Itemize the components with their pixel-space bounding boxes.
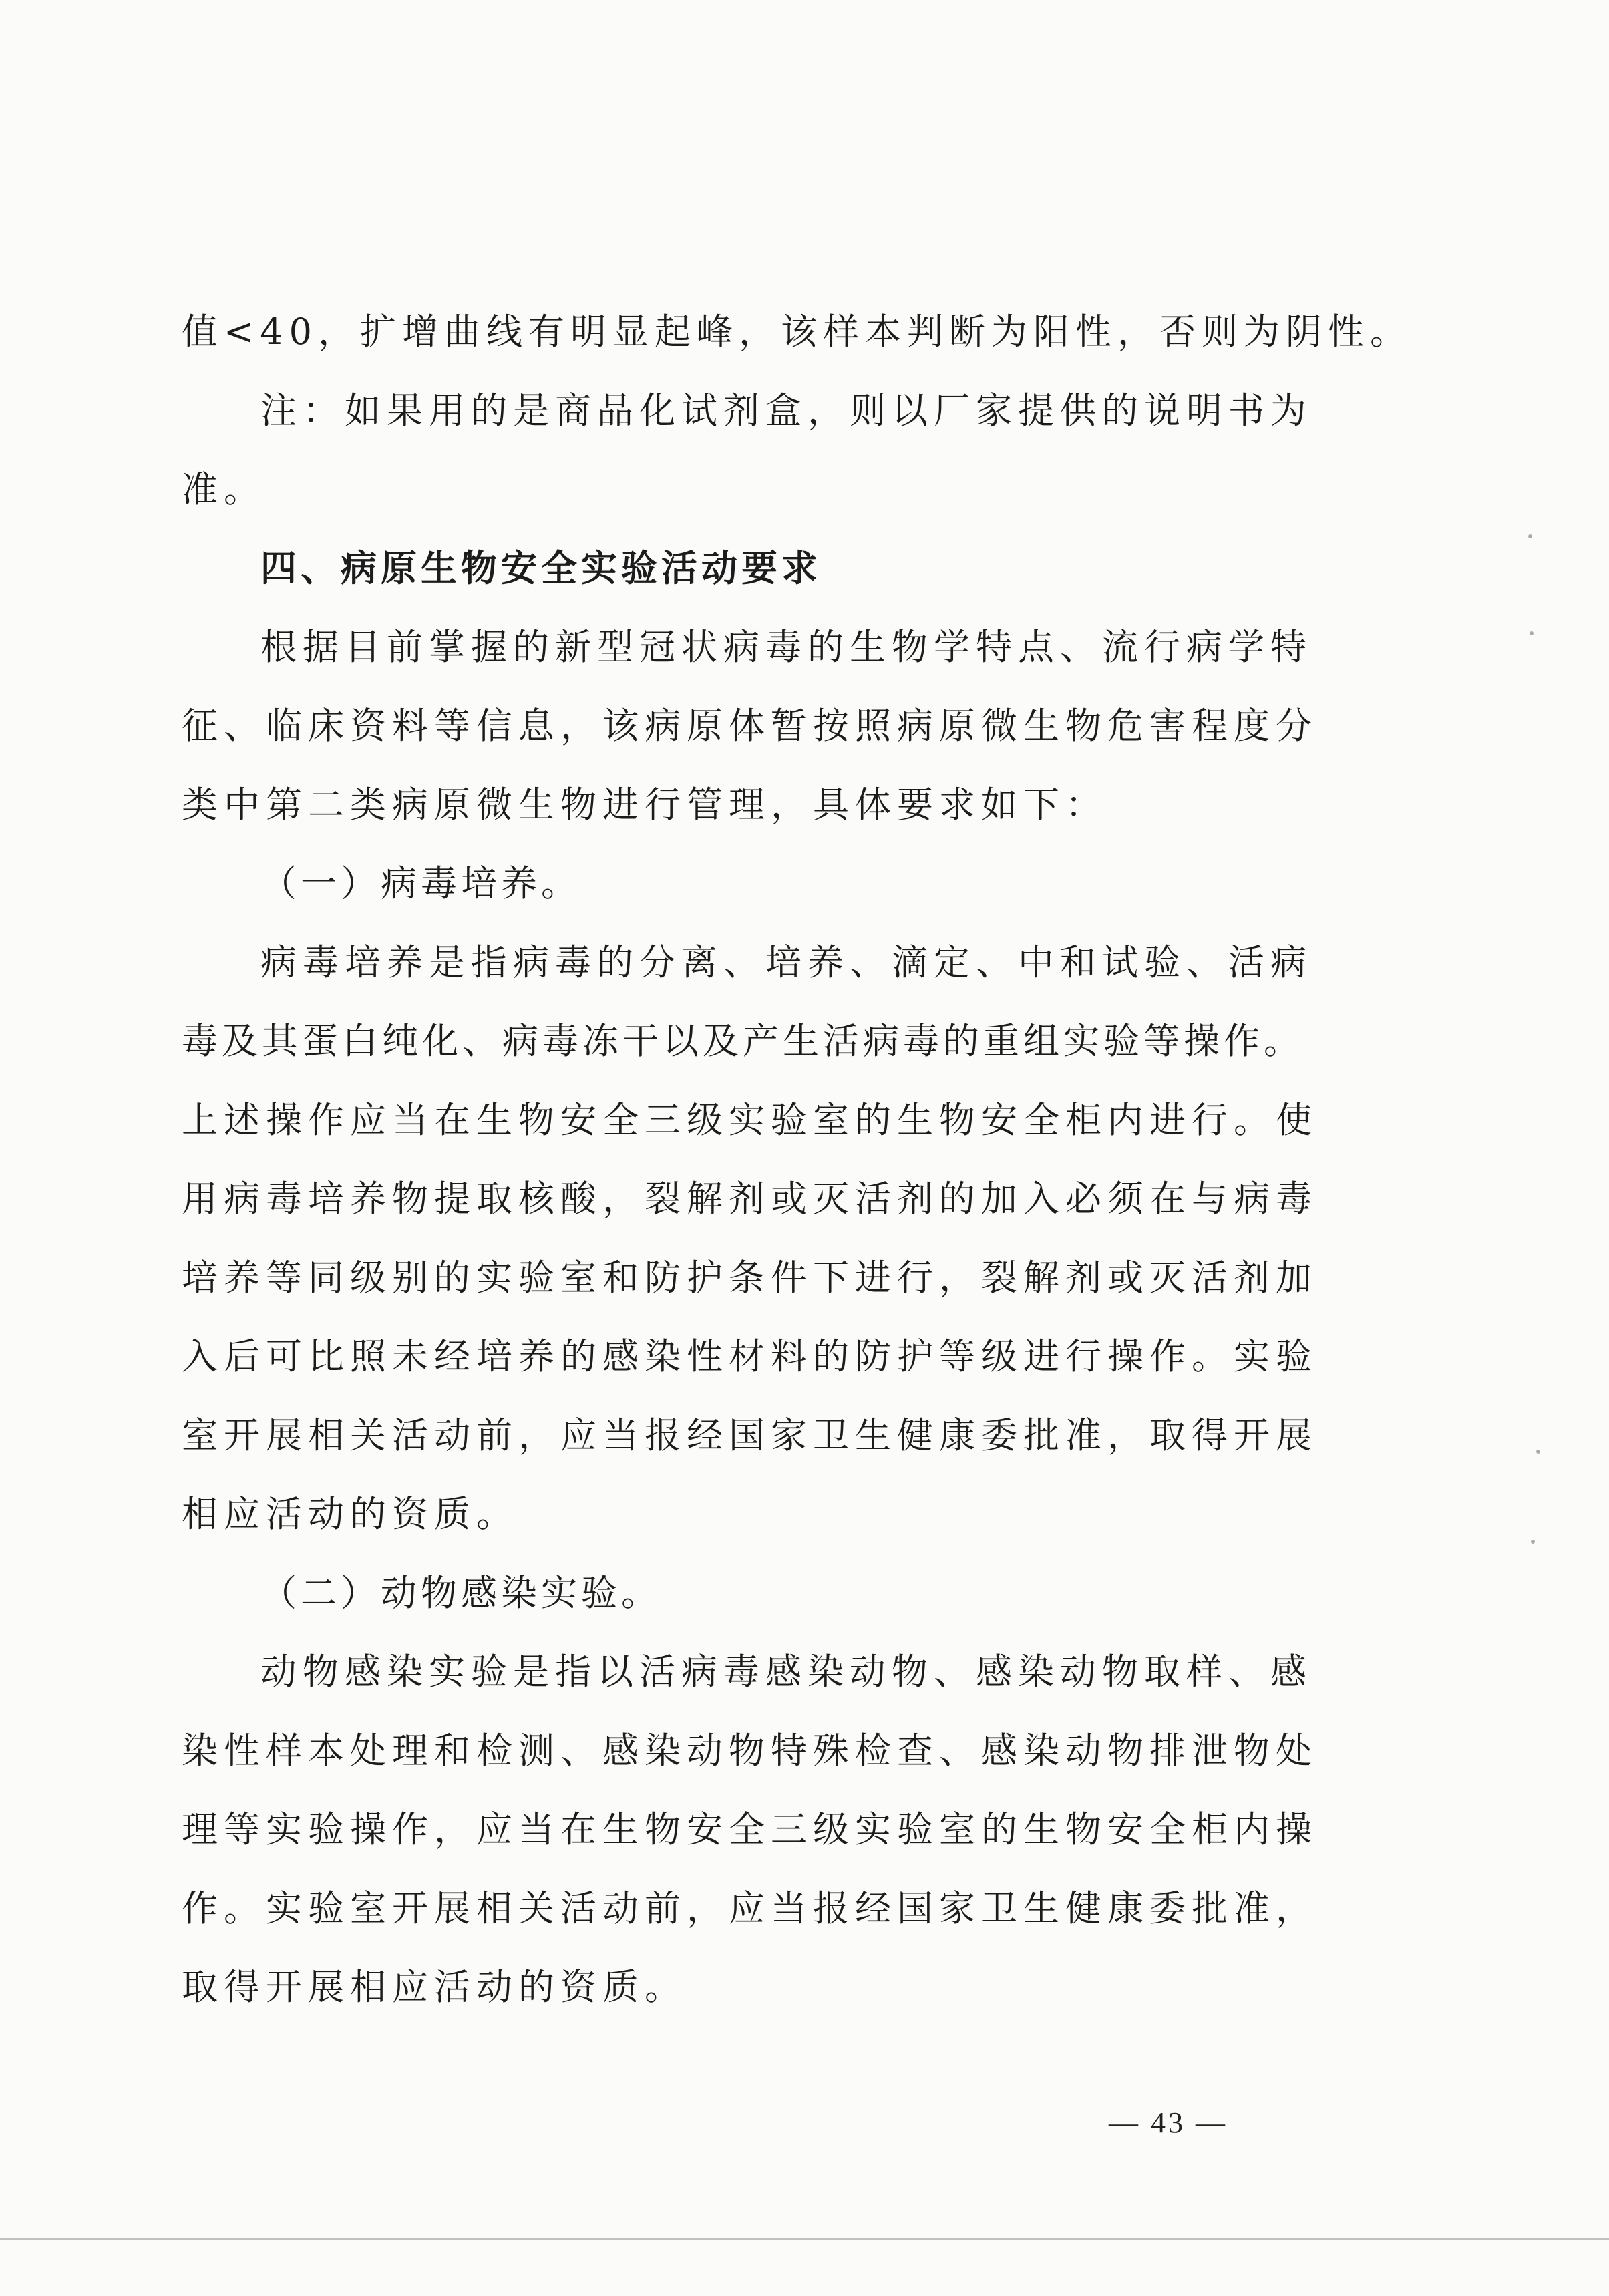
text-line: 值<40，扩增曲线有明显起峰，该样本判断为阳性，否则为阴性。 <box>182 311 1412 353</box>
bottom-scan-edge <box>0 2238 1609 2240</box>
paragraph-line: 动物感染实验是指以活病毒感染动物、感染动物取样、感 <box>260 1651 1312 1693</box>
paragraph-line: 病毒培养是指病毒的分离、培养、滴定、中和试验、活病 <box>260 941 1312 983</box>
paragraph-line: 根据目前掌握的新型冠状病毒的生物学特点、流行病学特 <box>260 626 1312 668</box>
page-number: — 43 — <box>1109 2106 1228 2139</box>
scan-speck <box>1528 534 1532 538</box>
paragraph-line: 室开展相关活动前，应当报经国家卫生健康委批准，取得开展 <box>182 1414 1318 1456</box>
paragraph-line: 上述操作应当在生物安全三级实验室的生物安全柜内进行。使 <box>182 1099 1318 1141</box>
paragraph-line: 取得开展相应活动的资质。 <box>182 1966 687 2008</box>
paragraph-line: 类中第二类病原微生物进行管理，具体要求如下： <box>182 784 1107 826</box>
paragraph-line: 入后可比照未经培养的感染性材料的防护等级进行操作。实验 <box>182 1335 1318 1377</box>
scan-speck <box>1536 1450 1540 1454</box>
paragraph-line: 作。实验室开展相关活动前，应当报经国家卫生健康委批准， <box>182 1887 1318 1929</box>
section-heading: 四、病原生物安全实验活动要求 <box>260 547 822 589</box>
note-line: 注：如果用的是商品化试剂盒，则以厂家提供的说明书为 <box>260 389 1312 432</box>
paragraph-line: 培养等同级别的实验室和防护条件下进行，裂解剂或灭活剂加 <box>182 1257 1318 1299</box>
paragraph-line: 理等实验操作，应当在生物安全三级实验室的生物安全柜内操 <box>182 1808 1318 1850</box>
body-text <box>182 293 1412 2027</box>
paragraph-line: 染性样本处理和检测、感染动物特殊检查、感染动物排泄物处 <box>182 1730 1318 1772</box>
subsection-heading: （二）动物感染实验。 <box>260 1572 661 1614</box>
subsection-heading: （一）病毒培养。 <box>260 862 581 905</box>
paragraph-line: 毒及其蛋白纯化、病毒冻干以及产生活病毒的重组实验等操作。 <box>182 1020 1304 1062</box>
text-line: 准。 <box>182 468 266 510</box>
paragraph-line: 用病毒培养物提取核酸，裂解剂或灭活剂的加入必须在与病毒 <box>182 1178 1318 1220</box>
scan-speck <box>1531 1540 1535 1544</box>
scan-speck <box>1530 631 1534 635</box>
paragraph-line: 相应活动的资质。 <box>182 1493 518 1535</box>
paragraph-line: 征、临床资料等信息，该病原体暂按照病原微生物危害程度分 <box>182 705 1318 747</box>
